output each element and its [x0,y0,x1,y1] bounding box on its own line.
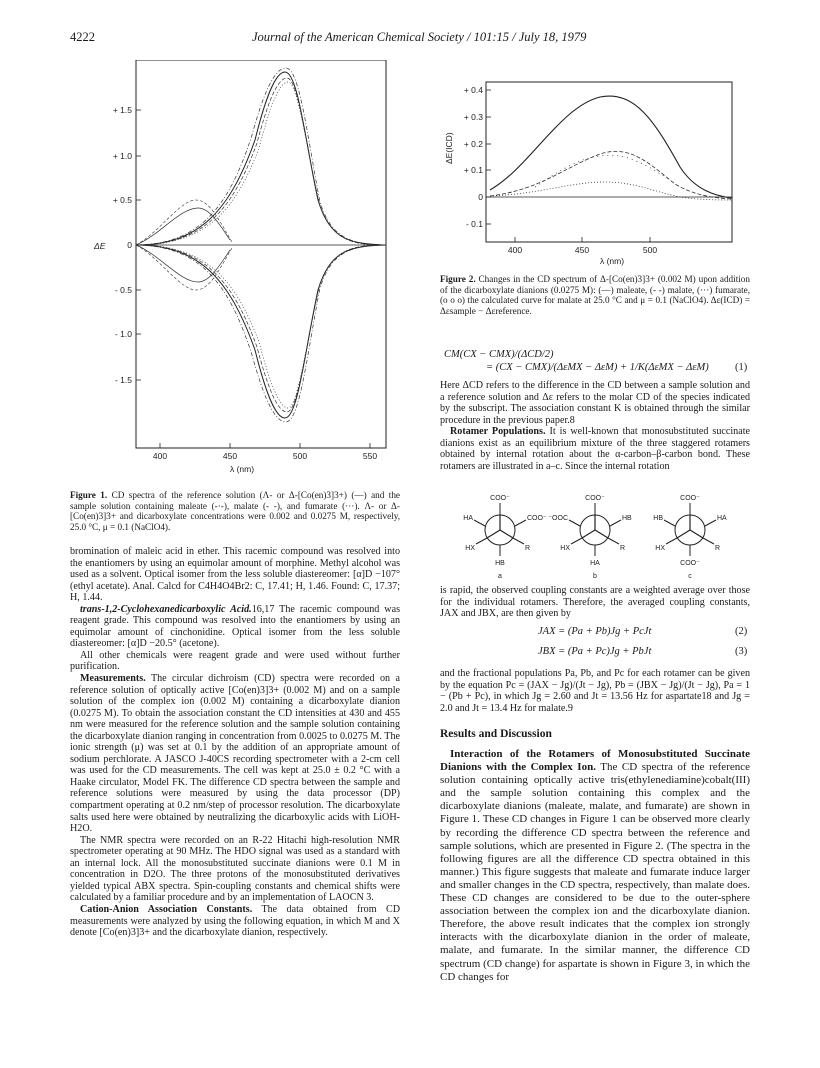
left-p4-text: The circular dichroism (CD) spectra were recorded on a reference solution of optically active [Co(en)3]3+ (0.002 M) and on a sample solution of the complex ion (0.002 M) containing a dicarboxylate dianion (0.0275 M). To obtain the association constant the CD intensities at 430 and 455 nm were measured for the reference solution and the sample solution containing the dicarboxylate dianion ranging in concentration from 0.0025 to 0.0275 M. The ionic strength (μ) was set at 0.1 by the addition of an appropriate amount of sodium perchlorate. A JASCO J-40CS recording spectrometer with a 2-cm cell was used for the CD measurements. The cell was kept at 25.0 ± 0.2 °C with a Haake circulator, Model FK. The difference CD spectra between the sample and reference solutions were measured by using the data processor (DP) compartment operating at 0.2 nm/step of processor resolution. The dicarboxylate salts used here were obtained by neutralizing the dicarboxylic acids with LiOH-H2O. [70,673,400,835]
rotamer-letter: b [593,573,597,580]
right-p5 [440,748,750,984]
rotamer-top-label: COO⁻ [680,495,700,502]
fig1-xtick-label: 550 [362,451,378,461]
rotamers-svg [440,492,750,582]
fig1-maleate-upper [136,68,386,245]
fig1-xlabel: λ (nm) [229,464,255,474]
fig1-caption-label: Figure 1. [70,490,108,500]
right-p5-text: The CD spectra of the reference solution containing optically active tris(ethylenediamine)cobalt(III) and the sample solution containing this complex and the dicarboxylate dianions (maleate, malate, and fumarate) are shown in Figure 1. These CD changes in Figure 1 can be observed more clearly by recording the difference CD spectra between the reference and sample solutions, which are presented in Figure 2. (The spectra in the following figures are all the difference CD spectra obtained in this manner.) This figure suggests that maleate and fumarate induce larger and smaller changes in the CD spectra, respectively, than malate does. These CD changes are considered to be due to the outer-sphere association between the complex ion and the dicarboxylate dianion. Therefore, the above result indicates that the complex ion strongly interacts with the dicarboxylate dianion in the order of maleate, malate, and fumarate. In the similar manner, the difference CD spectrum (CD change) for aspartate is shown in Figure 3, in which the CD changes for [440,761,750,983]
journal-title: Journal of the American Chemical Society / 101:15 / July 18, 1979 [252,30,587,44]
rotamer-front-bond [677,530,690,538]
fig2-caption-text: Changes in the CD spectrum of Δ-[Co(en)3]3+ (0.002 M) upon addition of the dicarboxylate dianions (0.0275 M): (—) maleate, (- -) malate, (···) fumarate, (o o o) the calculated curve for malate at 25.0 °C and μ = 0.1 (NaClO4). Δε(ICD) = Δεsample − Δεreference. [440,274,750,316]
equation-2-number: (2) [735,626,748,637]
rotamer-bottom-label: COO⁻ [680,560,700,567]
fig1-ytick-label: + 0.5 [112,195,132,205]
fig2-ytick-label: + 0.2 [463,139,483,149]
fig1-fumarate-lower [136,245,386,408]
rotamer-letter: c [688,573,692,580]
fig2-calculated-malate [535,155,670,187]
fig2-xlabel: λ (nm) [599,256,625,266]
left-p4 [70,673,400,835]
right-p2-text: It is well-known that monosubstituted succinate dianions exist as an equilibrium mixture of the three staggered rotamers obtained by internal rotation about the α-carbon–β-carbon bond. These rotamers are illustrated in a–c. Since the internal rotation [440,426,750,472]
right-p3: is rapid, the observed coupling constants are a weighted average over those for the individual rotamers. Therefore, the averaged coupling constants, JAX and JBX, are then given by [440,585,750,620]
left-column [70,546,400,939]
right-p2 [440,426,750,472]
fig1-ytick-label: + 1.5 [112,105,132,115]
fig1-ytick-label: 0 [127,240,132,250]
fig1-xtick-label: 500 [292,451,308,461]
equation-1-number: (1) [735,362,748,373]
page-number: 4222 [70,30,95,44]
rotamer-front-bond [595,530,608,538]
fig1-x-ticks [153,443,377,461]
rotamer-right-label: HA [717,515,727,522]
fig2-ytick-label: - 0.1 [465,219,483,229]
right-p5-title: Interaction of the Rotamers of Monosubstituted Succinate Dianions with the Complex Ion. [440,748,750,774]
rotamer-bond [569,520,580,526]
rotamer-bottom-right-label: R [525,545,531,552]
left-p6 [70,904,400,939]
figure-1 [80,60,390,480]
rotamer-top-label: COO⁻ [490,495,510,502]
right-column-mid [440,585,750,620]
left-p5: The NMR spectra were recorded on an R-22 Hitachi high-resolution NMR spectrometer operating at 90 MHz. The HDO signal was used as a standard with an internal lock. All the monosubstituted succinate dianions were 0.1 M in concentration in D2O. The three protons of the monosubstituted derivatives yielded typical ABX spectra. Spin-coupling constants and chemical shifts were calculated by a familiar procedure and by an implementation of LAOCN 3. [70,834,400,904]
fig1-ytick-label: - 0.5 [114,285,132,295]
figure-2-plot [440,72,740,268]
rotamer-bottom-right-label: R [715,545,721,552]
rotamer-bond [666,538,677,544]
left-p4-title: Measurements. [80,673,146,685]
rotamer-bond [474,520,485,526]
equation-1-line-1: CM(CX − CMX)/(ΔCD/2) [444,349,554,360]
equation-3: JBX = (Pa + Pc)Jg + PbJt [538,646,652,657]
left-p2-title: trans-1,2-Cyclohexanedicarboxylic Acid. [80,603,252,615]
equation-2: JAX = (Pa + Pb)Jg + PcJt [538,626,652,637]
figure-2 [440,72,740,268]
fig2-ytick-label: 0 [478,192,483,202]
rotamer-b [548,495,632,580]
fig2-xtick-label: 450 [574,245,590,255]
rotamer-bottom-left-label: HX [560,545,570,552]
rotamer-bond [705,520,716,526]
left-p6-title: Cation-Anion Association Constants. [80,903,253,915]
figure-1-plot [80,60,390,480]
fig1-ytick-label: - 1.5 [114,375,132,385]
rotamer-left-label: ⁻OOC [548,515,568,522]
fig1-xtick-label: 400 [152,451,168,461]
figure-1-caption [70,490,400,532]
right-p4: and the fractional populations Pa, Pb, and Pc for each rotamer can be given by the equation Pc = (JAX − Jg)/(Jt − Jg), Pb = (JBX − Jg)/(Jt − Jg), Pa = 1 − (Pb + Pc), in which Jg = 2.60 and Jt = 13.56 Hz for aspartate18 and Jg = 2.0 and Jt = 13.4 Hz for malate.9 [440,668,750,714]
rotamer-top-label: COO⁻ [585,495,605,502]
rotamer-front-bond [582,530,595,538]
fig2-ytick-label: + 0.1 [463,165,483,175]
left-p1: bromination of maleic acid in ether. This racemic compound was resolved into the enantiomers by using an equimolar amount of morphine. Methyl alcohol was used as a solvent. Optical isomer from the less soluble diastereomer: [α]D −107° (ethyl acetate). Anal. Calcd for C4H4O4Br2: C, 17.41; H, 1.46. Found: C, 17.37; H, 1.44. [70,546,400,604]
rotamer-bond [476,538,487,544]
right-column-top [440,380,750,472]
rotamer-bond [610,520,621,526]
page-header [70,30,760,46]
rotamer-c [653,495,727,580]
rotamer-bottom-left-label: HX [465,545,475,552]
fig2-caption-label: Figure 2. [440,274,476,284]
fig2-ylabel: ΔE(ICD) [444,132,454,164]
rotamer-left-label: HB [653,515,663,522]
fig1-caption-text: CD spectra of the reference solution (Λ- or Δ-[Co(en)3]3+) (—) and the sample solution containing maleate (-·-), malate (- -), and fumarate (···). Λ- or Δ-[Co(en)3]3+ and dicarboxylate concentrations were 0.002 and 0.0275 M, respectively, 25.0 °C, μ = 0.1 (NaClO4). [70,490,401,532]
right-p2-title: Rotamer Populations. [450,426,546,438]
rotamer-diagram [440,492,750,582]
fig1-ref-lower [136,245,386,418]
equation-3-number: (3) [735,646,748,657]
fig1-ytick-label: + 1.0 [112,151,132,161]
rotamer-letter: a [498,573,502,580]
fig2-xtick-label: 500 [642,245,658,255]
rotamer-front-bond [500,530,513,538]
rotamer-bond [515,520,526,526]
left-p2-text: 16,17 The racemic compound was reagent grade. This compound was resolved into the enantiomers by using an equimolar amount of cinchonidine. Optical isomer from the less soluble diastereomer: [α]D −20.5° (acetone). [70,603,400,650]
fig1-ylabel: ΔE [94,241,106,251]
fig2-maleate-curve [490,96,732,198]
equation-1-line-2: = (CX − CMX)/(ΔεMX − ΔεM) + 1/K(ΔεMX − ΔεM) [486,362,709,373]
left-p6-text: The data obtained from CD measurements were analyzed by using the following equation, in which M and X denote [Co(en)3]3+ and the dicarboxylate dianion, respectively. [70,903,400,939]
fig1-ytick-label: - 1.0 [114,329,132,339]
fig2-xtick-label: 400 [507,245,523,255]
rotamer-front-bond [487,530,500,538]
fig2-x-ticks [508,237,657,255]
rotamer-bond [664,520,675,526]
rotamer-bond [703,538,714,544]
fig1-xtick-label: 450 [222,451,238,461]
rotamer-left-label: HA [463,515,473,522]
figure-2-caption [440,274,750,316]
fig1-ref-upper [136,72,386,245]
rotamer-a [463,495,547,580]
left-p3: All other chemicals were reagent grade and were used without further purification. [70,649,400,673]
fig2-y-ticks [464,85,491,229]
left-p2 [70,604,400,650]
fig1-fumarate-upper [136,82,386,245]
rotamer-bottom-right-label: R [620,545,626,552]
rotamer-bottom-left-label: HX [655,545,665,552]
rotamer-front-bond [690,530,703,538]
rotamer-right-label: HB [622,515,632,522]
rotamer-right-label: COO⁻ [527,515,547,522]
right-column-bottom [440,748,750,984]
right-p1: Here ΔCD refers to the difference in the CD between a sample solution and a reference solution and Δε refers to the molar CD of the species indicated by the subscript. The association constant K is obtained through the similar procedure in the previous paper.8 [440,380,750,426]
rotamer-bottom-label: HA [590,560,600,567]
results-heading: Results and Discussion [440,728,552,740]
fig1-maleate-lower [136,245,386,422]
rotamer-bond [571,538,582,544]
rotamer-bond [513,538,524,544]
fig2-ytick-label: + 0.4 [463,85,483,95]
fig2-ytick-label: + 0.3 [463,112,483,122]
rotamer-bottom-label: HB [495,560,505,567]
rotamer-bond [608,538,619,544]
right-column-p4 [440,668,750,714]
